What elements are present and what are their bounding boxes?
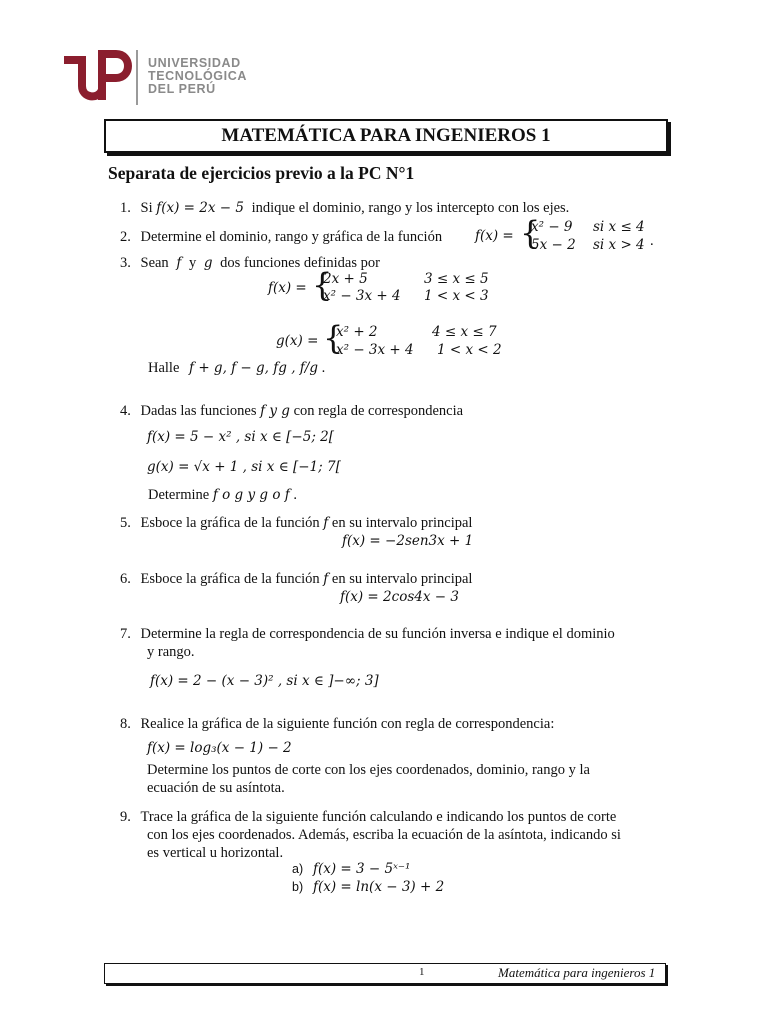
page-title: MATEMÁTICA PARA INGENIEROS 1 [104,119,668,153]
ex3-f-cond2: 1 < x < 3 [424,288,489,304]
exercise-7: 7. Determine la regla de correspondencia de su función inversa e indique el dominio [120,626,615,642]
ex2-f: f(x) = [475,228,514,244]
ex9-line3: es vertical u horizontal. [147,845,284,861]
ex8-line3: ecuación de su asíntota. [147,780,285,796]
ex2-row1: x² − 9 [531,219,573,235]
ex3-gdef: g(x) = [276,333,319,349]
brace: { [520,214,541,252]
exercise-2: 2. Determine el dominio, rango y gráfica de la función [120,229,443,245]
ex3-fdef: f(x) = [268,280,307,296]
logo-text: UNIVERSIDAD TECNOLÓGICA DEL PERÚ [148,56,247,96]
ex3-g-row1: x² + 2 [336,324,378,340]
ex2-cond2: si x > 4 [593,237,645,253]
ex2-row2: 5x − 2 [531,237,576,253]
logo-divider [136,50,138,105]
ex3-f-cond1: 3 ≤ x ≤ 5 [424,271,489,287]
ex7-equation: f(x) = 2 − (x − 3)² , si x ∈ ]−∞; 3] [150,673,379,689]
ex2-end: . [650,233,654,249]
ex5-equation: f(x) = −2sen3x + 1 [342,533,474,549]
ex3-f-row2: x² − 3x + 4 [323,288,401,304]
ex8-line2: Determine los puntos de corte con los ejes coordenados, dominio, rango y la [147,762,590,778]
ex2-cond1: si x ≤ 4 [593,219,645,235]
exercise-9: 9. Trace la gráfica de la siguiente función calculando e indicando los puntos de corte [120,809,617,825]
exercise-6: 6. Esboce la gráfica de la función f en su intervalo principal [120,571,473,587]
ex4-determine: Determine f o g y g o f . [148,487,297,503]
page-number: 1 [419,966,425,978]
exercise-8: 8. Realice la gráfica de la siguiente función con regla de correspondencia: [120,716,555,732]
ex7-line2: y rango. [147,644,195,660]
ex9-label-a: a) [292,862,304,876]
ex9-line2: con los ejes coordenados. Además, escriba la ecuación de la asíntota, indicando si [147,827,621,843]
subtitle: Separata de ejercicios previo a la PC N°1 [108,163,415,183]
ex3-f-row1: 2x + 5 [323,271,368,287]
utp-logo [58,46,138,108]
ex8-equation: f(x) = log₃(x − 1) − 2 [147,740,292,756]
footer [104,963,666,984]
brace: { [312,266,333,304]
ex3-g-cond1: 4 ≤ x ≤ 7 [432,324,497,340]
ex4-g-def: g(x) = √x + 1 , si x ∈ [−1; 7[ [147,459,341,475]
exercise-1: 1. Si f(x) = 2x − 5 indique el dominio, rango y los intercepto con los ejes. [120,200,570,216]
exercise-3: 3. Sean f y g dos funciones definidas por [120,255,380,271]
brace: { [323,319,344,357]
ex9-equation-a: f(x) = 3 − 5ˣ⁻¹ [313,861,411,877]
ex4-f-def: f(x) = 5 − x² , si x ∈ [−5; 2[ [147,429,335,445]
ex6-equation: f(x) = 2cos4x − 3 [340,589,459,605]
exercise-4: 4. Dadas las funciones f y g con regla de correspondencia [120,403,464,419]
ex9-equation-b: f(x) = ln(x − 3) + 2 [313,879,445,895]
ex3-g-row2: x² − 3x + 4 [336,342,414,358]
ex3-g-cond2: 1 < x < 2 [437,342,502,358]
footer-title: Matemática para ingenieros 1 [498,965,656,980]
exercise-5: 5. Esboce la gráfica de la función f en su intervalo principal [120,515,473,531]
ex3-halle: Halle f + g, f − g, fg , f/g . [148,360,326,376]
ex9-label-b: b) [292,880,304,894]
